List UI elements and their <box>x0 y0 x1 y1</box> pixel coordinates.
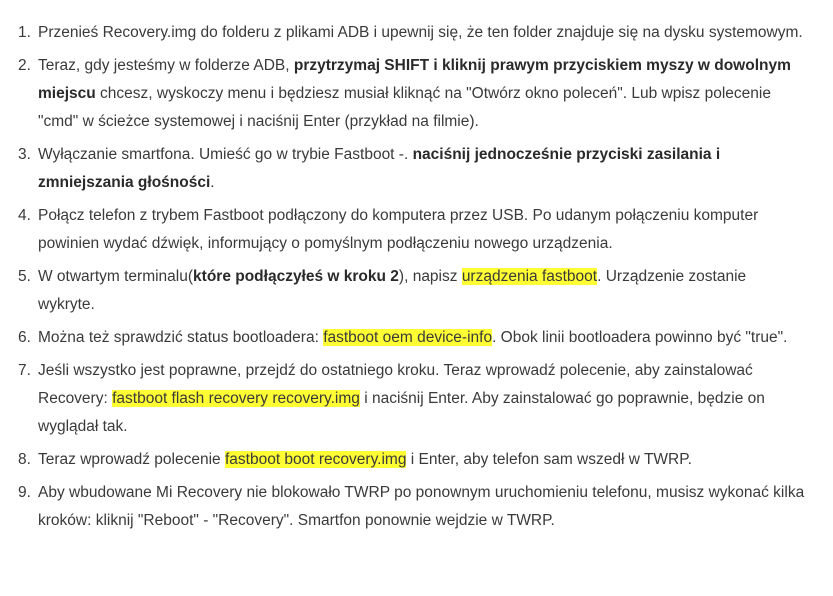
step-number: 7. <box>18 362 31 379</box>
step-text: chcesz, wyskoczy menu i będziesz musiał kliknąć na "Otwórz okno poleceń". Lub wpisz polecenie "cmd" w ścieżce systemowej i naciśnij Enter (przykład na filmie). <box>38 85 771 130</box>
step-number: 1. <box>18 24 31 41</box>
list-item-1 <box>0 19 833 47</box>
bold-instruction: przytrzymaj SHIFT i kliknij prawym przyciskiem myszy w dowolnym miejscu <box>38 57 791 102</box>
list-item-3 <box>0 141 833 197</box>
step-text: . Urządzenie zostanie wykryte. <box>38 268 747 313</box>
step-text: Można też sprawdzić status bootloadera: <box>38 329 324 346</box>
step-text: Jeśli wszystko jest poprawne, przejdź do ostatniego kroku. Teraz wprowadź polecenie, aby zainstalować Recovery: <box>38 362 753 407</box>
highlighted-command: fastboot boot recovery.img <box>224 451 407 468</box>
step-number: 5. <box>18 268 31 285</box>
step-text: Teraz, gdy jesteśmy w folderze ADB, <box>38 57 294 74</box>
instruction-list <box>0 19 833 535</box>
highlighted-command: fastboot flash recovery recovery.img <box>112 390 360 407</box>
list-item-5 <box>0 263 833 319</box>
highlighted-command: urządzenia fastboot <box>461 268 598 285</box>
step-text: i Enter, aby telefon sam wszedł w TWRP. <box>406 451 692 468</box>
step-text: i naciśnij Enter. Aby zainstalować go poprawnie, będzie on wyglądał tak. <box>38 390 765 435</box>
bold-instruction: które podłączyłeś w kroku 2 <box>193 268 399 285</box>
list-item-6 <box>0 324 833 352</box>
step-number: 4. <box>18 207 31 224</box>
highlighted-command: fastboot oem device-info <box>323 329 493 346</box>
list-item-8 <box>0 446 833 474</box>
step-number: 9. <box>18 484 31 501</box>
bold-instruction: naciśnij jednocześnie przyciski zasilania i zmniejszania głośności <box>38 146 721 191</box>
step-number: 6. <box>18 329 31 346</box>
list-item-4 <box>0 202 833 258</box>
list-item-7 <box>0 357 833 441</box>
list-item-9 <box>0 479 833 535</box>
step-text: Połącz telefon z trybem Fastboot podłączony do komputera przez USB. Po udanym połączeniu komputer powinien wydać dźwięk, informujący o pomyślnym podłączeniu nowego urządzenia. <box>38 207 759 252</box>
step-text: . <box>210 174 215 191</box>
step-text: Teraz wprowadź polecenie <box>38 451 225 468</box>
step-number: 8. <box>18 451 31 468</box>
step-text: ), napisz <box>398 268 462 285</box>
list-item-2 <box>0 52 833 136</box>
step-text: Wyłączanie smartfona. Umieść go w trybie Fastboot -. <box>38 146 413 163</box>
step-text: W otwartym terminalu( <box>38 268 194 285</box>
step-number: 3. <box>18 146 31 163</box>
step-text: . Obok linii bootloadera powinno być "true". <box>492 329 788 346</box>
step-text: Aby wbudowane Mi Recovery nie blokowało TWRP po ponownym uruchomieniu telefonu, musisz wykonać kilka kroków: kliknij "Reboot" - "Recovery". Smartfon ponownie wejdzie w TWRP. <box>38 484 805 529</box>
step-number: 2. <box>18 57 31 74</box>
step-text: Przenieś Recovery.img do folderu z plikami ADB i upewnij się, że ten folder znajduje się na dysku systemowym. <box>38 24 803 41</box>
